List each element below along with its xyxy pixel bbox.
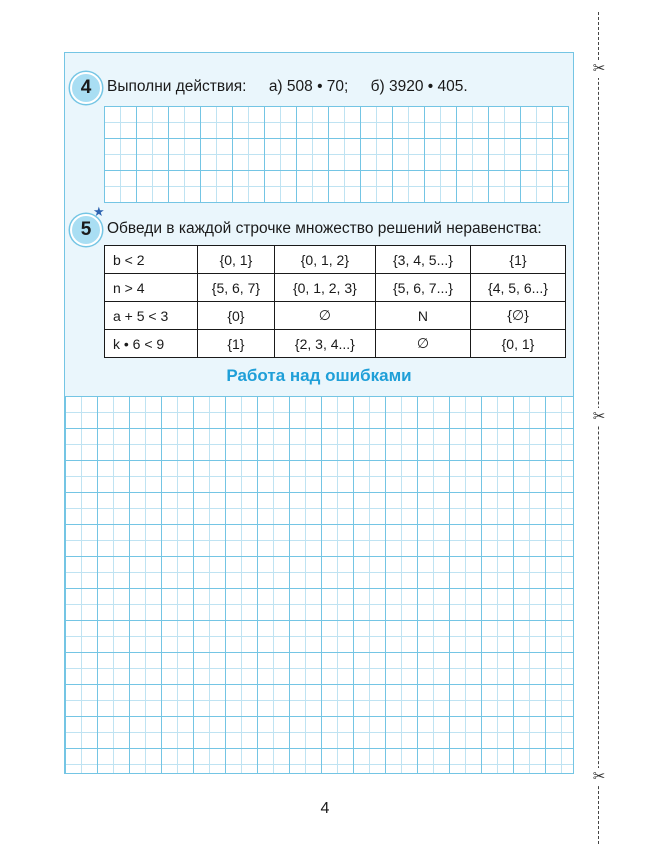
- inequality-cell: n > 4: [105, 274, 198, 302]
- scissors-icon: ✂: [590, 408, 608, 426]
- errors-work-grid[interactable]: [65, 396, 573, 773]
- solution-set-option[interactable]: N: [375, 302, 470, 330]
- star-icon: ★: [93, 204, 105, 219]
- solution-set-option[interactable]: {2, 3, 4...}: [274, 330, 375, 358]
- scissors-icon: ✂: [590, 768, 608, 786]
- task-4-part-b: б) 3920 • 405.: [370, 78, 468, 95]
- task-5-badge: 5: [70, 214, 102, 246]
- solution-set-option[interactable]: {5, 6, 7}: [198, 274, 275, 302]
- solution-set-option[interactable]: ∅: [375, 330, 470, 358]
- task-4-badge: 4: [70, 72, 102, 104]
- errors-section-heading: Работа над ошибками: [226, 366, 412, 385]
- task-4-text: Выполни действия:: [107, 78, 247, 95]
- solution-set-option[interactable]: {0, 1, 2}: [274, 246, 375, 274]
- cut-line: [598, 12, 599, 844]
- table-row: [105, 330, 566, 358]
- solution-set-option[interactable]: {0}: [198, 302, 275, 330]
- solution-set-option[interactable]: ∅: [274, 302, 375, 330]
- inequality-cell: b < 2: [105, 246, 198, 274]
- solution-set-option[interactable]: {3, 4, 5...}: [375, 246, 470, 274]
- solution-sets-table: [104, 245, 566, 358]
- inequality-cell: k • 6 < 9: [105, 330, 198, 358]
- solution-set-option[interactable]: {5, 6, 7...}: [375, 274, 470, 302]
- table-row: [105, 274, 566, 302]
- page-number: 4: [320, 800, 330, 817]
- task-5-instruction: Обведи в каждой строчке множество решений неравенства:: [107, 220, 542, 237]
- solution-set-option[interactable]: {1}: [198, 330, 275, 358]
- table-row: [105, 246, 566, 274]
- task-4-answer-grid[interactable]: [104, 106, 569, 203]
- solution-set-option[interactable]: {4, 5, 6...}: [470, 274, 565, 302]
- solution-set-option[interactable]: {0, 1, 2, 3}: [274, 274, 375, 302]
- task-4-part-a: а) 508 • 70;: [268, 78, 349, 95]
- solution-set-option[interactable]: {0, 1}: [198, 246, 275, 274]
- table-row: [105, 302, 566, 330]
- inequality-cell: a + 5 < 3: [105, 302, 198, 330]
- solution-set-option[interactable]: {1}: [470, 246, 565, 274]
- solution-set-option[interactable]: {0, 1}: [470, 330, 565, 358]
- scissors-icon: ✂: [590, 60, 608, 78]
- solution-set-option[interactable]: {∅}: [470, 302, 565, 330]
- task-4-instruction: [107, 78, 468, 96]
